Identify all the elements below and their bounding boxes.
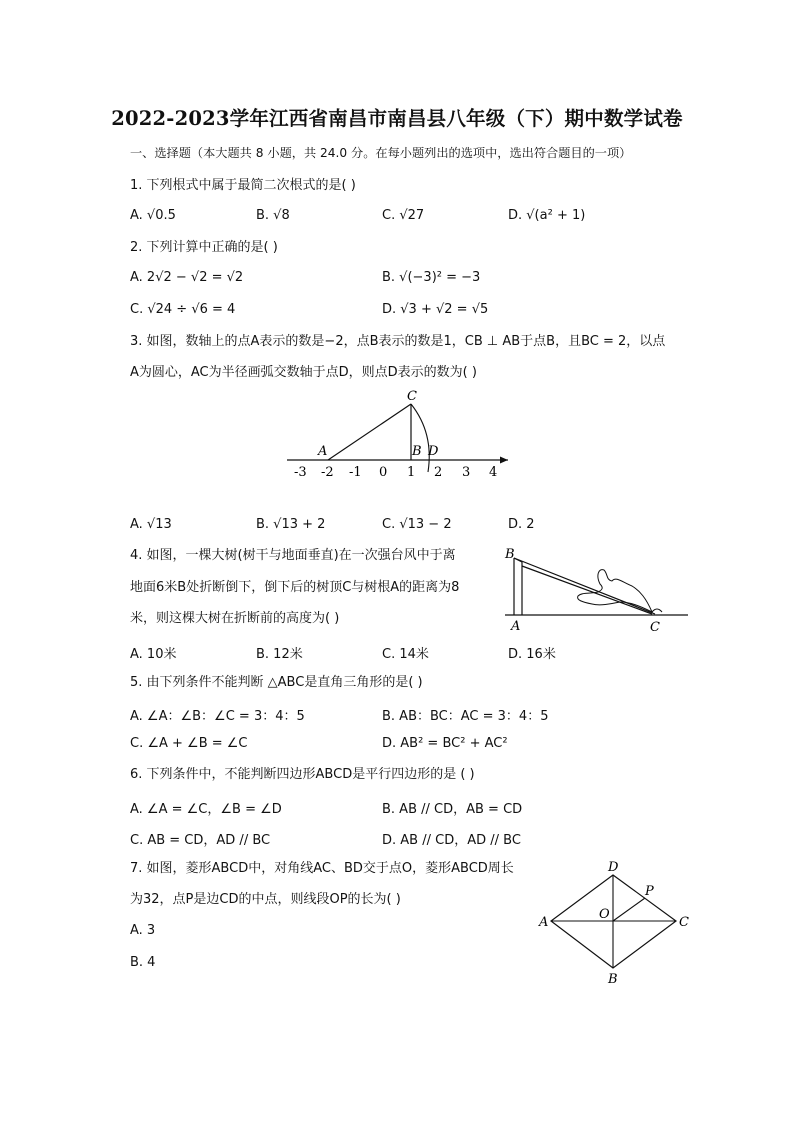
q7-option-a: A. 3 bbox=[130, 923, 156, 938]
q5-option-d: D. AB² = BC² + AC² bbox=[382, 736, 508, 751]
q2-option-b: B. √(−3)² = −3 bbox=[382, 270, 481, 285]
q3-stem-line2: A为圆心，AC为半径画弧交数轴于点D，则点D表示的数为( ) bbox=[130, 365, 477, 380]
label-c: C bbox=[407, 389, 417, 404]
tick-label: -2 bbox=[321, 465, 334, 480]
q1-option-c: C. √27 bbox=[382, 208, 425, 223]
label-p: P bbox=[645, 884, 654, 899]
q1-stem: 1. 下列根式中属于最简二次根式的是( ) bbox=[130, 178, 356, 193]
q4-stem-line3: 米，则这棵大树在折断前的高度为( ) bbox=[130, 611, 340, 626]
tick-label: 1 bbox=[407, 465, 416, 480]
label-d: D bbox=[608, 860, 619, 875]
q3-option-b: B. √13 + 2 bbox=[256, 517, 326, 532]
q1-option-b: B. √8 bbox=[256, 208, 290, 223]
label-b: B bbox=[412, 444, 422, 459]
tick-label: 4 bbox=[489, 465, 498, 480]
q3-option-a: A. √13 bbox=[130, 517, 172, 532]
tick-label: 2 bbox=[434, 465, 443, 480]
q5-option-c: C. ∠A + ∠B = ∠C bbox=[130, 736, 248, 751]
q1-option-d: D. √(a² + 1) bbox=[508, 208, 586, 223]
label-b: B bbox=[608, 972, 618, 987]
q5-option-a: A. ∠A：∠B：∠C = 3：4：5 bbox=[130, 709, 305, 724]
q6-option-d: D. AB // CD，AD // BC bbox=[382, 833, 521, 848]
page-title: 2022-2023学年江西省南昌市南昌县八年级（下）期中数学试卷 bbox=[111, 107, 683, 130]
tick-label: -1 bbox=[349, 465, 362, 480]
q5-option-b: B. AB：BC：AC = 3：4：5 bbox=[382, 709, 549, 724]
label-c: C bbox=[650, 620, 660, 635]
q3-option-c: C. √13 − 2 bbox=[382, 517, 452, 532]
q6-option-a: A. ∠A = ∠C，∠B = ∠D bbox=[130, 802, 282, 817]
q6-option-b: B. AB // CD，AB = CD bbox=[382, 802, 523, 817]
q1-option-a: A. √0.5 bbox=[130, 208, 176, 223]
q2-option-c: C. √24 ÷ √6 = 4 bbox=[130, 302, 236, 317]
label-a: A bbox=[539, 915, 549, 930]
tick-label: 3 bbox=[462, 465, 471, 480]
q2-option-a: A. 2√2 − √2 = √2 bbox=[130, 270, 244, 285]
q3-stem-line1: 3. 如图，数轴上的点A表示的数是−2，点B表示的数是1，CB ⊥ AB于点B，且BC = 2，以点 bbox=[130, 334, 666, 349]
q4-stem-line2: 地面6米B处折断倒下，倒下后的树顶C与树根A的距离为8 bbox=[130, 580, 460, 595]
label-c: C bbox=[679, 915, 689, 930]
segment-op bbox=[613, 898, 645, 921]
q7-stem-line1: 7. 如图，菱形ABCD中，对角线AC、BD交于点O，菱形ABCD周长 bbox=[130, 861, 514, 876]
q4-stem-line1: 4. 如图，一棵大树(树干与地面垂直)在一次强台风中于离 bbox=[130, 548, 456, 563]
q6-option-c: C. AB = CD，AD // BC bbox=[130, 833, 271, 848]
tick-label: 0 bbox=[379, 465, 388, 480]
label-d: D bbox=[428, 444, 439, 459]
q4-option-b: B. 12米 bbox=[256, 647, 303, 662]
label-o: O bbox=[599, 907, 610, 922]
label-b: B bbox=[505, 547, 515, 562]
q4-option-a: A. 10米 bbox=[130, 647, 177, 662]
label-a: A bbox=[511, 619, 521, 634]
q6-stem: 6. 下列条件中，不能判断四边形ABCD是平行四边形的是 ( ) bbox=[130, 767, 475, 782]
label-a: A bbox=[318, 444, 328, 459]
q7-option-b: B. 4 bbox=[130, 955, 156, 970]
section-heading: 一、选择题（本大题共 8 小题，共 24.0 分。在每小题列出的选项中，选出符合题目的一项） bbox=[130, 146, 632, 160]
q2-stem: 2. 下列计算中正确的是( ) bbox=[130, 240, 278, 255]
tick-label: -3 bbox=[294, 465, 307, 480]
q3-option-d: D. 2 bbox=[508, 517, 535, 532]
q7-stem-line2: 为32，点P是边CD的中点，则线段OP的长为( ) bbox=[130, 892, 401, 907]
q2-option-d: D. √3 + √2 = √5 bbox=[382, 302, 489, 317]
q4-option-d: D. 16米 bbox=[508, 647, 556, 662]
q5-stem: 5. 由下列条件不能判断 △ABC是直角三角形的是( ) bbox=[130, 675, 423, 690]
q4-option-c: C. 14米 bbox=[382, 647, 429, 662]
